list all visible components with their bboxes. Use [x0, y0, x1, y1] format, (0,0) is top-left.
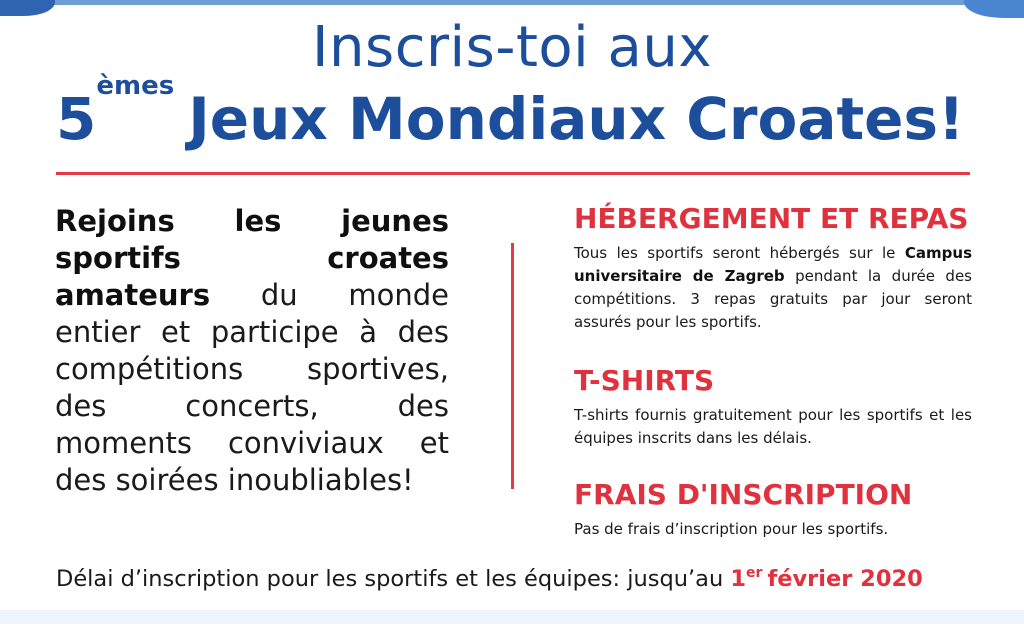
section-body-bold: Campus universitaire de Zagreb [574, 244, 972, 285]
section-accommodation [574, 202, 972, 334]
bottom-decorative-stripe [0, 610, 1024, 624]
section-title: HÉBERGEMENT ET REPAS [574, 202, 969, 235]
title-line-2 [56, 71, 965, 157]
section-title: T-SHIRTS [574, 364, 715, 397]
vertical-divider [511, 243, 514, 489]
section-body: Pas de frais d’inscription pour les sportifs. [574, 520, 889, 538]
section-registration-fees [574, 478, 972, 541]
title-underline-rule [56, 172, 970, 175]
section-title: FRAIS D'INSCRIPTION [574, 478, 913, 511]
section-body-text: Tous les sportifs seront hébergés sur le [574, 244, 905, 262]
section-tshirts [574, 364, 972, 450]
intro-paragraph [55, 203, 449, 499]
title-line-1: Inscris-toi aux [312, 15, 712, 80]
deadline-day-suffix: er [746, 565, 763, 581]
registration-deadline [56, 562, 923, 596]
section-body [574, 242, 972, 334]
intro-text: du monde entier et participe à des compétitions sportives, des concerts, des moments conviviaux et des soirées inoubliables! [55, 278, 449, 497]
top-decorative-stripe [0, 0, 1024, 5]
deadline-date [730, 566, 922, 592]
intro-bold-text: Rejoins les jeunes sportifs croates amateurs [55, 204, 449, 312]
deadline-month-year: février 2020 [767, 566, 923, 592]
title-edition-suffix: èmes [96, 71, 175, 101]
deadline-day: 1 [730, 566, 747, 592]
deadline-text: Délai d’inscription pour les sportifs et les équipes: jusqu’au [56, 566, 731, 592]
title-event-name: Jeux Mondiaux Croates! [188, 85, 965, 153]
title-edition-number: 5 [56, 85, 97, 153]
section-body: T-shirts fournis gratuitement pour les sportifs et les équipes inscrits dans les délais. [574, 406, 972, 447]
section-body-text: pendant la durée des compétitions. 3 repas gratuits par jour seront assurés pour les sportifs. [574, 267, 972, 331]
